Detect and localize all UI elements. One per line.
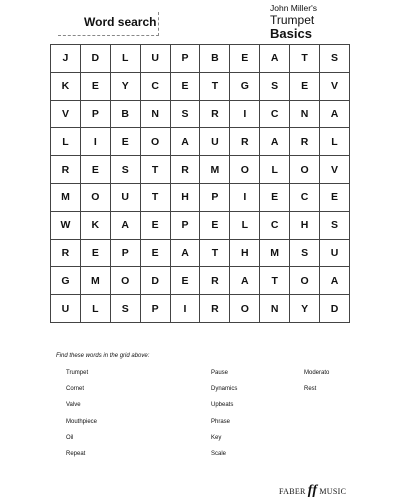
grid-cell[interactable]: L	[230, 211, 260, 239]
grid-cell[interactable]: A	[170, 239, 200, 267]
grid-cell[interactable]: A	[230, 267, 260, 295]
grid-cell[interactable]: P	[170, 211, 200, 239]
grid-cell[interactable]: A	[110, 211, 140, 239]
grid-cell[interactable]: P	[170, 45, 200, 73]
grid-cell[interactable]: I	[230, 100, 260, 128]
grid-cell[interactable]: R	[170, 156, 200, 184]
grid-cell[interactable]: E	[290, 72, 320, 100]
grid-row	[51, 100, 350, 128]
grid-cell[interactable]: A	[170, 128, 200, 156]
grid-cell[interactable]: P	[110, 239, 140, 267]
grid-cell[interactable]: R	[51, 239, 81, 267]
publisher-left: FABER	[279, 486, 306, 496]
grid-cell[interactable]: I	[230, 183, 260, 211]
grid-cell[interactable]: M	[51, 183, 81, 211]
grid-cell[interactable]: V	[51, 100, 81, 128]
ff-logo-icon: ff	[307, 483, 318, 498]
publisher-right: MUSIC	[319, 486, 347, 496]
grid-row	[51, 239, 350, 267]
grid-cell[interactable]: R	[200, 100, 230, 128]
series-title-line2: Basics	[270, 25, 312, 41]
grid-cell[interactable]: K	[51, 72, 81, 100]
grid-cell[interactable]: A	[260, 128, 290, 156]
grid-cell[interactable]: L	[320, 128, 350, 156]
grid-cell[interactable]: O	[290, 267, 320, 295]
grid-cell[interactable]: Y	[110, 72, 140, 100]
grid-row	[51, 72, 350, 100]
grid-row	[51, 45, 350, 73]
grid-cell[interactable]: E	[80, 156, 110, 184]
word-item: Repeat	[66, 451, 86, 457]
page-title: Word search	[84, 15, 157, 29]
grid-cell[interactable]: D	[320, 295, 350, 323]
grid-cell[interactable]: S	[290, 239, 320, 267]
grid-cell[interactable]: E	[80, 239, 110, 267]
grid-row	[51, 295, 350, 323]
grid-cell[interactable]: H	[290, 211, 320, 239]
grid-cell[interactable]: V	[320, 156, 350, 184]
grid-cell[interactable]: H	[230, 239, 260, 267]
grid-cell[interactable]: D	[80, 45, 110, 73]
grid-cell[interactable]: S	[110, 156, 140, 184]
grid-cell[interactable]: O	[230, 295, 260, 323]
grid-cell[interactable]: T	[290, 45, 320, 73]
grid-cell[interactable]: E	[140, 239, 170, 267]
grid-row	[51, 183, 350, 211]
grid-cell[interactable]: T	[140, 156, 170, 184]
grid-row	[51, 267, 350, 295]
grid-cell[interactable]: E	[320, 183, 350, 211]
grid-cell[interactable]: A	[320, 267, 350, 295]
grid-cell[interactable]: T	[260, 267, 290, 295]
word-item: Pause	[211, 370, 229, 376]
grid-cell[interactable]: U	[51, 295, 81, 323]
grid-cell[interactable]: V	[320, 72, 350, 100]
word-item: Mouthpiece	[66, 418, 98, 425]
grid-cell[interactable]: J	[51, 45, 81, 73]
grid-cell[interactable]: P	[200, 183, 230, 211]
word-item: Dynamics	[211, 386, 238, 393]
grid-cell[interactable]: E	[170, 72, 200, 100]
grid-cell[interactable]: M	[200, 156, 230, 184]
publisher-logo	[279, 484, 346, 498]
word-item: Valve	[66, 402, 81, 409]
grid-cell[interactable]: I	[80, 128, 110, 156]
grid-cell[interactable]: N	[260, 295, 290, 323]
grid-cell[interactable]: O	[140, 128, 170, 156]
grid-cell[interactable]: M	[80, 267, 110, 295]
grid-cell[interactable]: O	[80, 183, 110, 211]
grid-cell[interactable]: A	[320, 100, 350, 128]
word-item: Upbeats	[211, 402, 234, 409]
grid-cell[interactable]: T	[140, 183, 170, 211]
grid-cell[interactable]: Y	[290, 295, 320, 323]
grid-cell[interactable]: S	[110, 295, 140, 323]
grid-cell[interactable]: E	[110, 128, 140, 156]
grid-cell[interactable]: S	[260, 72, 290, 100]
grid-row	[51, 128, 350, 156]
grid-cell[interactable]: U	[140, 45, 170, 73]
grid-cell[interactable]: L	[51, 128, 81, 156]
grid-cell[interactable]: R	[200, 295, 230, 323]
grid-cell[interactable]: C	[140, 72, 170, 100]
grid-cell[interactable]: C	[290, 183, 320, 211]
series-title-line1: Trumpet	[270, 12, 315, 27]
grid-cell[interactable]: E	[170, 267, 200, 295]
grid-cell[interactable]: O	[110, 267, 140, 295]
grid-cell[interactable]: S	[320, 45, 350, 73]
grid-cell[interactable]: O	[230, 156, 260, 184]
grid-cell[interactable]: R	[290, 128, 320, 156]
word-item: Scale	[211, 451, 227, 457]
grid-cell[interactable]: U	[110, 183, 140, 211]
grid-cell[interactable]: O	[290, 156, 320, 184]
grid-cell[interactable]: M	[260, 239, 290, 267]
grid-cell[interactable]: S	[320, 211, 350, 239]
grid-cell[interactable]: L	[110, 45, 140, 73]
word-search-grid	[50, 44, 350, 323]
grid-cell[interactable]: W	[51, 211, 81, 239]
word-item: Cornet	[66, 386, 85, 393]
word-item: Key	[211, 434, 222, 441]
grid-cell[interactable]: U	[200, 128, 230, 156]
series-author: John Miller's	[270, 3, 317, 13]
grid-cell[interactable]: G	[230, 72, 260, 100]
grid-cell[interactable]: E	[80, 72, 110, 100]
grid-cell[interactable]: R	[200, 267, 230, 295]
grid-cell[interactable]: N	[290, 100, 320, 128]
grid-cell[interactable]: R	[51, 156, 81, 184]
grid-cell[interactable]: N	[140, 100, 170, 128]
grid-cell[interactable]: U	[320, 239, 350, 267]
word-item: Moderato	[304, 370, 330, 376]
grid-cell[interactable]: E	[230, 45, 260, 73]
word-item: Trumpet	[66, 370, 89, 376]
grid-row	[51, 211, 350, 239]
grid-cell[interactable]: T	[200, 239, 230, 267]
word-item: Phrase	[211, 418, 231, 425]
title-box	[58, 12, 159, 36]
grid-cell[interactable]: T	[200, 72, 230, 100]
grid-cell[interactable]: E	[260, 183, 290, 211]
grid-cell[interactable]: P	[140, 295, 170, 323]
grid-cell[interactable]: G	[51, 267, 81, 295]
grid-cell[interactable]: D	[140, 267, 170, 295]
grid-row	[51, 156, 350, 184]
grid-cell[interactable]: P	[80, 100, 110, 128]
grid-cell[interactable]: I	[170, 295, 200, 323]
series-brand	[270, 4, 317, 40]
grid-cell[interactable]: R	[230, 128, 260, 156]
grid-cell[interactable]: L	[80, 295, 110, 323]
instructions: Find these words in the grid above:	[56, 353, 150, 359]
word-item: Rest	[304, 386, 317, 393]
grid-cell[interactable]: E	[140, 211, 170, 239]
grid-cell[interactable]: K	[80, 211, 110, 239]
grid-cell[interactable]: E	[200, 211, 230, 239]
grid-cell[interactable]: H	[170, 183, 200, 211]
grid-cell[interactable]: A	[260, 45, 290, 73]
grid-cell[interactable]: S	[170, 100, 200, 128]
grid-cell[interactable]: C	[260, 211, 290, 239]
grid-cell[interactable]: C	[260, 100, 290, 128]
grid-cell[interactable]: L	[260, 156, 290, 184]
grid-cell[interactable]: B	[200, 45, 230, 73]
word-item: Oil	[66, 434, 74, 441]
grid-cell[interactable]: B	[110, 100, 140, 128]
